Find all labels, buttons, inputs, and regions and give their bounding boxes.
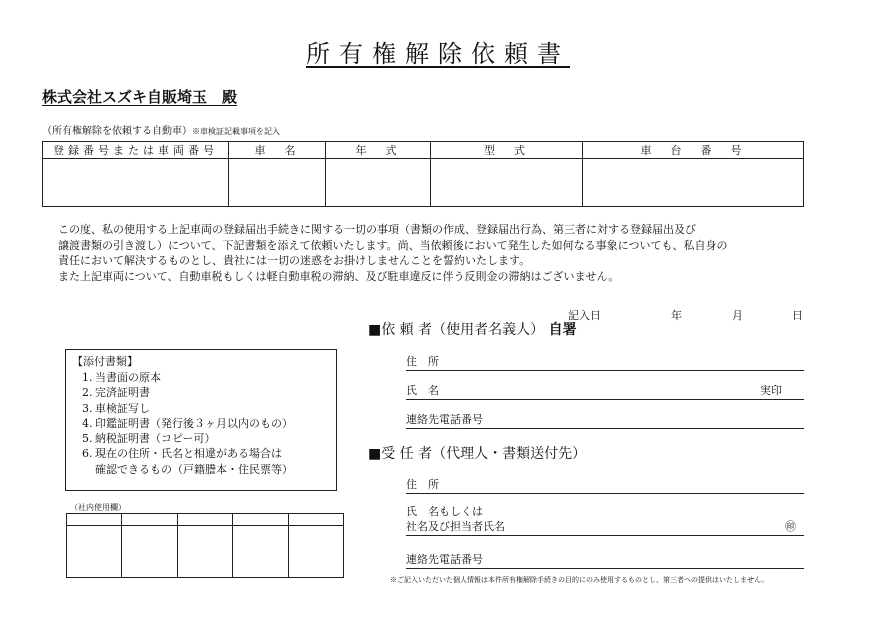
- date-month-label: 月: [732, 309, 743, 322]
- seal-mark: ㊞: [785, 520, 796, 533]
- model-type-cell[interactable]: [431, 159, 583, 207]
- col-car-name: 車 名: [229, 142, 326, 159]
- list-item: [82, 431, 293, 446]
- item-text: 確認できるもの（戸籍謄本・住民票等）: [95, 462, 293, 476]
- signature-note: 自署: [548, 322, 577, 338]
- attachments-box: [65, 349, 337, 491]
- item-number: 2.: [82, 386, 93, 400]
- internal-cell: [288, 514, 343, 526]
- attachments-list: [82, 370, 293, 477]
- list-item: [82, 416, 293, 431]
- chassis-number-cell[interactable]: [583, 159, 804, 207]
- vehicle-caption-note: ※車検証記載事項を記入: [192, 127, 280, 136]
- date-day-label: 日: [792, 309, 803, 322]
- date-label: 記入日: [568, 309, 601, 322]
- car-name-cell[interactable]: [229, 159, 326, 207]
- vehicle-caption: [42, 122, 280, 137]
- internal-cell: [122, 514, 177, 526]
- item-text: 印鑑証明書（発行後３ヶ月以内のもの）: [95, 416, 293, 430]
- item-number: 6.: [82, 447, 93, 461]
- item-text: 当書面の原本: [95, 371, 161, 384]
- col-model-year: 年 式: [326, 142, 431, 159]
- requester-phone-field[interactable]: [406, 411, 804, 429]
- requester-name-field[interactable]: [406, 382, 804, 400]
- internal-use-table: [66, 513, 344, 578]
- vehicle-caption-text: （所有権解除を依頼する自動車）: [42, 126, 192, 137]
- privacy-footnote: ※ご記入いただいた個人情報は本件所有権解除手続きの目的にのみ使用するものとし、第三者への提供はいたしません。: [390, 576, 769, 584]
- agreement-line: 責任において解決するものとし、貴社には一切の迷惑をお掛けしませんことを誓約いたします。: [58, 254, 531, 267]
- internal-use-caption: （社内使用欄）: [70, 503, 126, 512]
- requester-address-field[interactable]: [406, 353, 804, 371]
- requester-address-label: 住 所: [406, 355, 439, 368]
- agent-address-label: 住 所: [406, 478, 439, 491]
- agreement-text: [58, 222, 828, 284]
- agent-phone-label: 連絡先電話番号: [406, 553, 483, 566]
- list-item: [82, 401, 293, 416]
- list-item: [82, 446, 293, 461]
- agent-name-label-1: 氏 名もしくは: [406, 505, 483, 518]
- item-number: 3.: [82, 401, 93, 415]
- model-year-cell[interactable]: [326, 159, 431, 207]
- form-title: 所有権解除依頼書: [306, 40, 570, 68]
- agent-phone-field[interactable]: [406, 551, 804, 569]
- registered-seal-label: 実印: [760, 384, 782, 397]
- agent-name-field[interactable]: [406, 518, 804, 536]
- item-text: 車検証写し: [95, 401, 150, 415]
- agent-address-field[interactable]: [406, 476, 804, 494]
- agreement-line: また上記車両について、自動車税もしくは軽自動車税の滞納、及び駐車違反に伴う反則金の滞納はございません。: [58, 269, 620, 283]
- requester-name-label: 氏 名: [406, 384, 439, 397]
- item-text: 現在の住所・氏名と相違がある場合は: [95, 447, 282, 461]
- list-item: [82, 385, 293, 400]
- date-year-label: 年: [671, 309, 682, 322]
- col-chassis-number: 車 台 番 号: [583, 142, 804, 159]
- internal-cell: [177, 526, 232, 578]
- item-text: 納税証明書（コピー可）: [95, 432, 216, 446]
- agent-heading: ■受 任 者（代理人・書類送付先）: [368, 446, 587, 462]
- item-number: 4.: [82, 416, 93, 430]
- addressee: 株式会社スズキ自販埼玉 殿: [42, 88, 238, 106]
- list-item: [82, 462, 293, 477]
- internal-cell: [288, 526, 343, 578]
- attachments-heading: 【添付書類】: [72, 355, 138, 368]
- col-registration-number: 登録番号または車両番号: [43, 142, 229, 159]
- agreement-line: 譲渡書類の引き渡し）について、下記書類を添えて依頼いたします。尚、当依頼後において発生した如何なる事象についても、私自身の: [58, 238, 728, 252]
- agreement-line: この度、私の使用する上記車両の登録届出手続きに関する一切の事項（書類の作成、登録届出行為、第三者に対する登録届出及び: [58, 223, 696, 236]
- col-model-type: 型 式: [431, 142, 583, 159]
- internal-cell: [122, 526, 177, 578]
- internal-cell: [233, 514, 288, 526]
- internal-cell: [67, 526, 122, 578]
- agent-name-label-2: 社名及び担当者氏名: [406, 520, 505, 533]
- vehicle-table: [42, 141, 804, 207]
- requester-phone-label: 連絡先電話番号: [406, 413, 483, 426]
- internal-cell: [177, 514, 232, 526]
- registration-number-cell[interactable]: [43, 159, 229, 207]
- item-text: 完済証明書: [95, 386, 150, 400]
- item-number: 5.: [82, 432, 93, 446]
- internal-cell: [233, 526, 288, 578]
- requester-heading: [368, 319, 577, 339]
- internal-cell: [67, 514, 122, 526]
- item-number: 1.: [82, 371, 93, 384]
- list-item: [82, 370, 293, 385]
- requester-heading-text: ■依 頼 者（使用者名義人）: [368, 322, 545, 338]
